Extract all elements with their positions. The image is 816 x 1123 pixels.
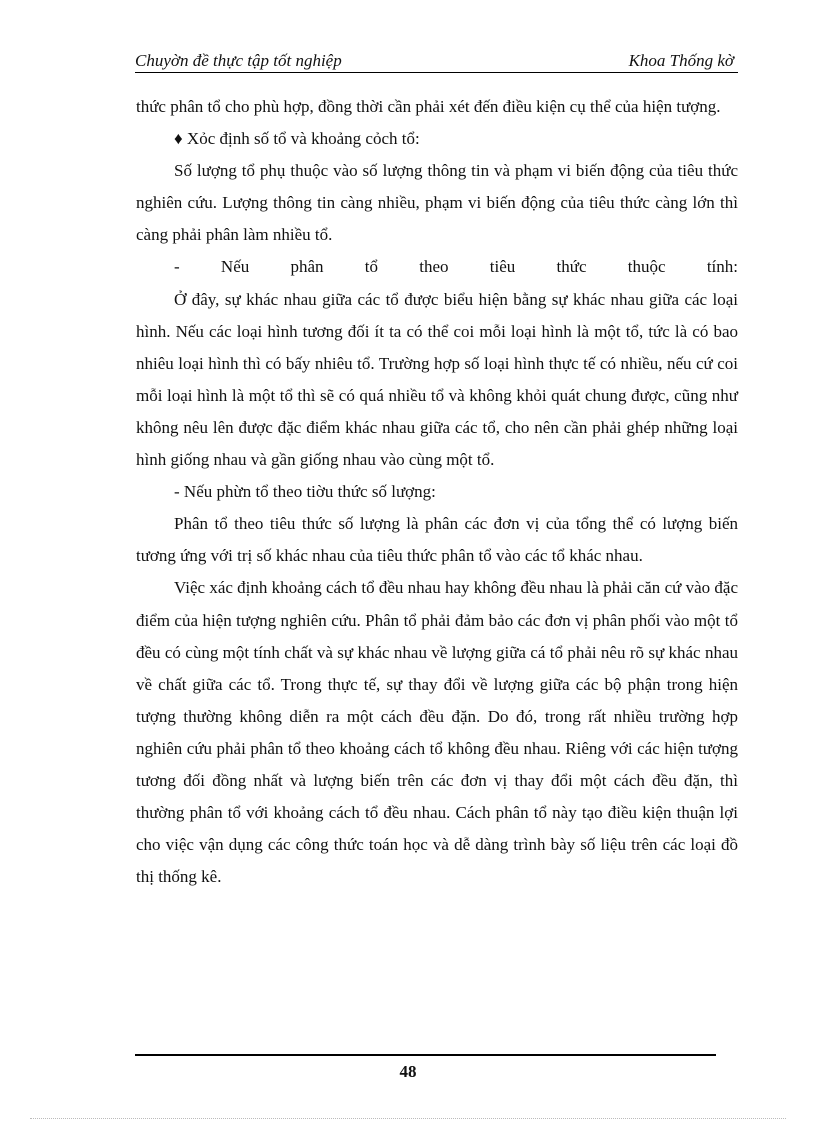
page-number: 48 <box>399 1062 417 1081</box>
subheading: - Nếu phừn tổ theo tiờu thức số lượng: <box>174 482 436 502</box>
paragraph: Ở đây, sự khác nhau giữa các tổ được biểu hiện bằng sự khác nhau giữa các loại hình. Nếu các loại hình tương đối ít ta có thể coi mỗi loại hình là một tổ, tức là có bao nhiêu loại hình thì có bấy nhiêu tổ. Trường hợp số loại hình thực tế có nhiều, nếu cứ coi mỗi loại hình là một tổ thì sẽ có quá nhiều tổ và không khỏi quát chung được, cũng như không nêu lên được đặc điểm khác nhau giữa các tổ, cho nên cần phải ghép những loại hình giống nhau và gần giống nhau vào cùng một tổ. <box>136 289 738 470</box>
paragraph: Việc xác định khoảng cách tổ đều nhau hay không đều nhau là phải căn cứ vào đặc điểm của hiện tượng nghiên cứu. Phân tổ phải đảm bảo các đơn vị phân phối vào một tổ đều có cùng một tính chất và sự khác nhau về lượng giữa cá tổ phải nêu rõ sự khác nhau về chất giữa các tổ. Trong thực tế, sự thay đổi về lượng giữa các bộ phận trong hiện tượng thường không diễn ra một cách đều đặn. Do đó, trong rất nhiều trường hợp nghiên cứu phải phân tổ theo khoảng cách tổ không đều nhau. Riêng với các hiện tượng tương đối đồng nhất và lượng biến trên các đơn vị thay đổi một cách đều đặn, thì thường phân tổ với khoảng cách tổ đều nhau. Cách phân tổ này tạo điều kiện thuận lợi cho việc vận dụng các công thức toán học và dễ dàng trình bày số liệu trên các loại đồ thị thống kê. <box>136 578 738 887</box>
page-header <box>135 50 738 73</box>
page-edge-divider <box>30 1118 786 1119</box>
header-department: Khoa Thống kờ <box>628 51 734 70</box>
header-title: Chuyờn đề thực tập tốt nghiệp <box>135 51 342 70</box>
paragraph: Phân tổ theo tiêu thức số lượng là phân các đơn vị của tổng thể có lượng biến tương ứng với trị số khác nhau của tiêu thức phân tổ vào các tổ khác nhau. <box>136 514 738 566</box>
paragraph-continuation: thức phân tổ cho phù hợp, đồng thời cần phải xét đến điều kiện cụ thể của hiện tượng. <box>136 97 721 116</box>
paragraph: Số lượng tổ phụ thuộc vào số lượng thông tin và phạm vi biến động của tiêu thức nghiên cứu. Lượng thông tin càng nhiều, phạm vi biến động của tiêu thức càng lớn thì càng phải phân làm nhiều tổ. <box>136 161 738 245</box>
section-heading: ♦ Xỏc định số tổ và khoảng cỏch tổ: <box>174 129 420 149</box>
footer-divider <box>135 1054 716 1056</box>
subheading: - Nếu phân tổ theo tiêu thức thuộc tính: <box>174 257 738 277</box>
document-body <box>136 91 738 893</box>
